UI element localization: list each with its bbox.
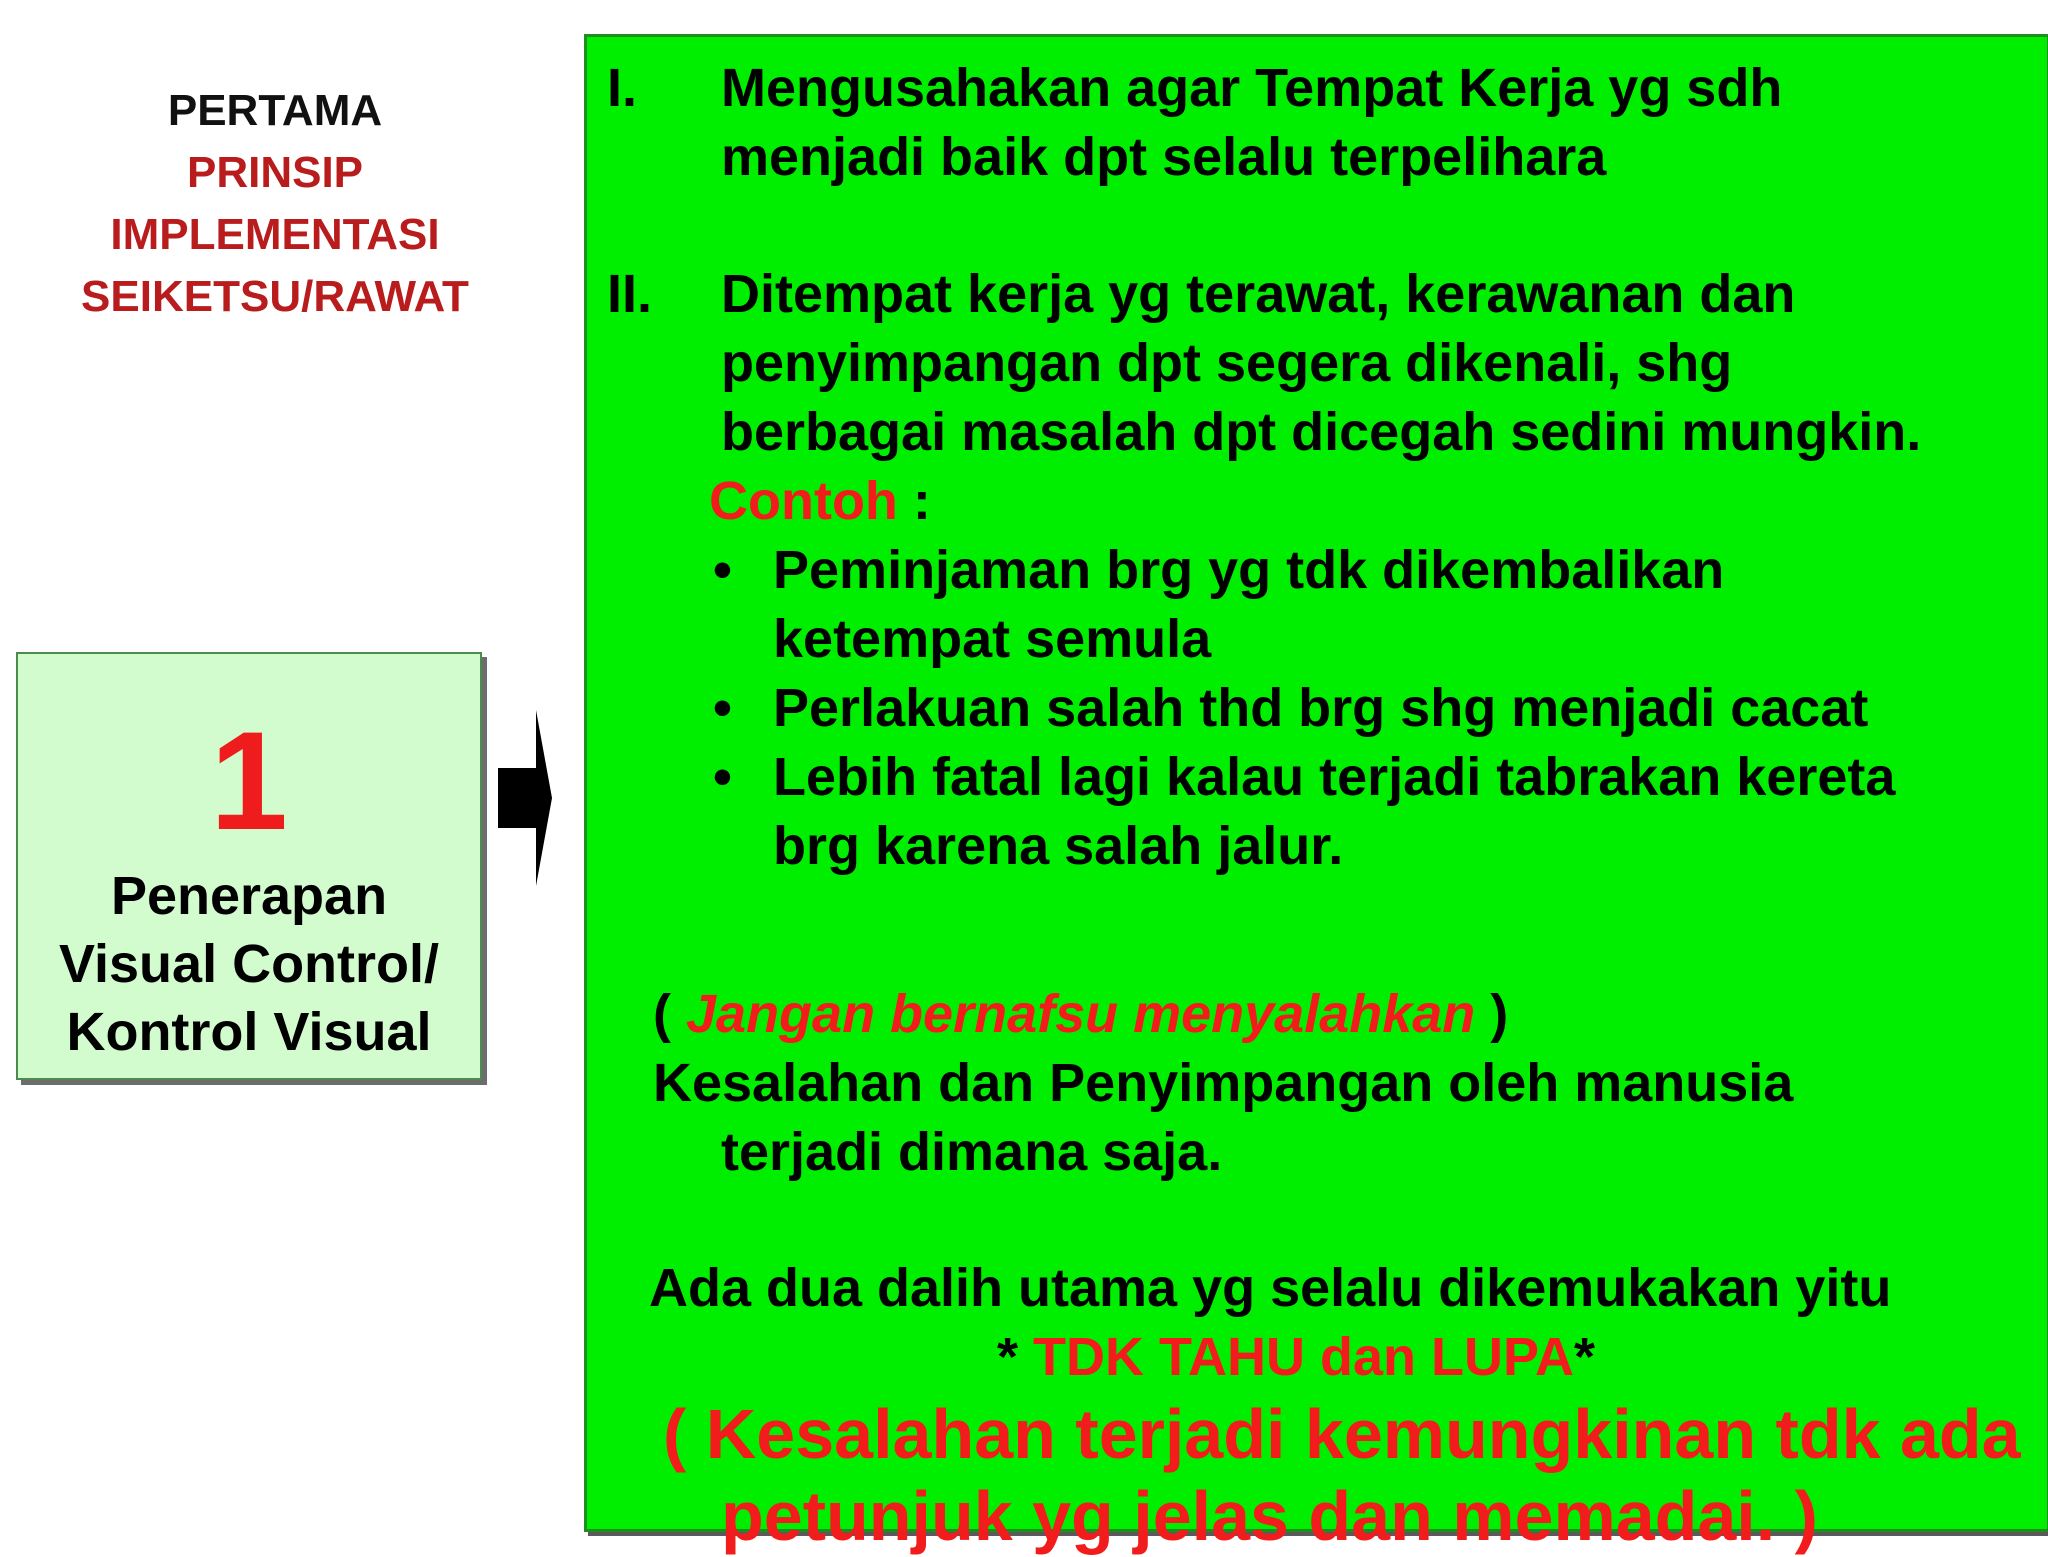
note-italic: Jangan bernafsu menyalahkan — [686, 984, 1476, 1044]
bullet-2-icon: • — [713, 678, 732, 738]
principle-title — [18, 862, 480, 1066]
note-line1 — [653, 980, 1508, 1049]
bullet-2-line1: Perlakuan salah thd brg shg menjadi cacat — [773, 678, 1869, 738]
item1-numeral: I. — [607, 58, 638, 118]
left-heading — [40, 80, 510, 328]
bullet-3-icon: • — [713, 747, 732, 807]
excuses-star-open: * — [997, 1327, 1034, 1387]
excuses-red: TDK TAHU dan LUPA — [1033, 1327, 1574, 1387]
final-line1: ( Kesalahan terjadi kemungkinan tdk ada — [663, 1395, 2021, 1473]
final-line2: petunjuk yg jelas dan memadai. ) — [721, 1477, 1818, 1555]
principle-number-box — [16, 652, 482, 1080]
principle-title-line3: Kontrol Visual — [66, 1002, 432, 1062]
heading-pertama: PERTAMA — [167, 86, 383, 135]
note-open: ( — [653, 984, 686, 1044]
principle-number: 1 — [210, 702, 288, 859]
note-close: ) — [1475, 984, 1509, 1044]
heading-implementasi: IMPLEMENTASI — [110, 210, 440, 259]
principle-title-line1: Penerapan — [110, 866, 388, 926]
item2-line1: Ditempat kerja yg terawat, kerawanan dan — [721, 264, 1796, 324]
content-box — [584, 34, 2048, 1555]
example-heading — [709, 467, 931, 536]
item2-line2: penyimpangan dpt segera dikenali, shg — [721, 333, 1733, 393]
excuses-line1: Ada dua dalih utama yg selalu dikemukakan yitu — [649, 1258, 1892, 1318]
excuses-line2 — [997, 1323, 1595, 1392]
bullet-3-line2: brg karena salah jalur. — [773, 816, 1344, 876]
bullet-3-line1: Lebih fatal lagi kalau terjadi tabrakan kereta — [773, 747, 1896, 807]
item1-line2: menjadi baik dpt selalu terpelihara — [721, 127, 1607, 187]
example-colon: : — [897, 471, 931, 531]
example-label: Contoh — [709, 471, 898, 531]
excuses-star-close: * — [1573, 1327, 1595, 1387]
item2-numeral: II. — [607, 264, 653, 324]
item2-line3: berbagai masalah dpt dicegah sedini mungkin. — [721, 402, 1922, 462]
bullet-1-line1: Peminjaman brg yg tdk dikembalikan — [773, 540, 1725, 600]
principle-title-line2: Visual Control/ — [58, 934, 440, 994]
bullet-1-icon: • — [713, 540, 732, 600]
item1-line1: Mengusahakan agar Tempat Kerja yg sdh — [721, 58, 1783, 118]
note-line3: terjadi dimana saja. — [721, 1122, 1223, 1182]
note-line2: Kesalahan dan Penyimpangan oleh manusia — [653, 1053, 1794, 1113]
heading-prinsip: PRINSIP — [186, 148, 364, 197]
bullet-1-line2: ketempat semula — [773, 609, 1212, 669]
heading-seiketsu: SEIKETSU/RAWAT — [81, 272, 469, 321]
right-arrow-icon — [496, 702, 554, 894]
